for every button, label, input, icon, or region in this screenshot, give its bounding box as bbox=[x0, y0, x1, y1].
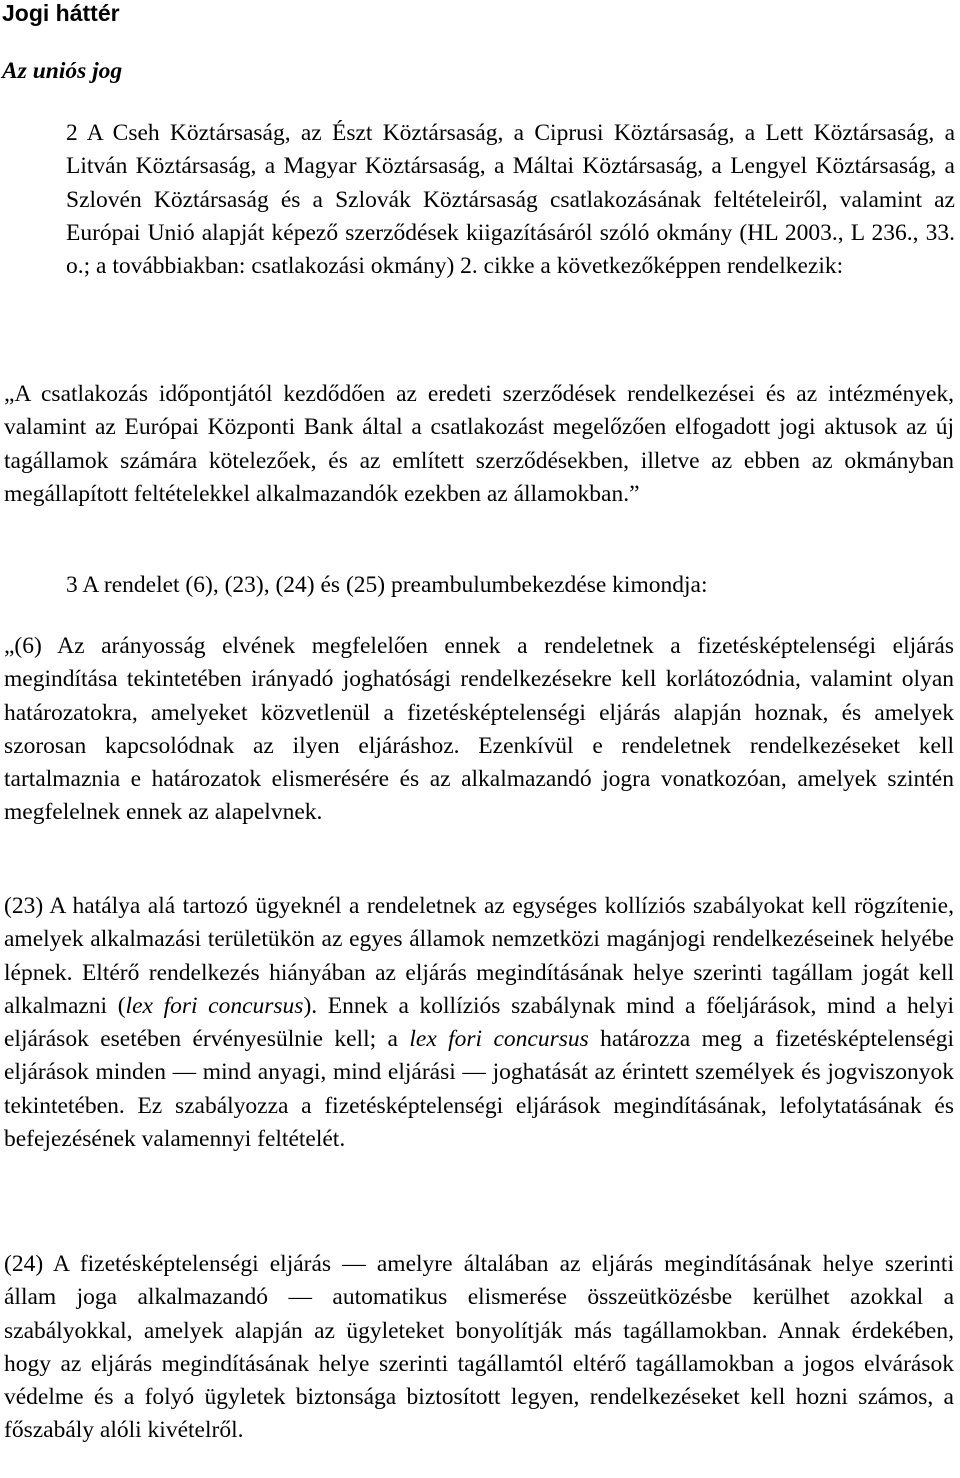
recital-23 bbox=[4, 890, 954, 1156]
subsection-heading: Az uniós jog bbox=[2, 58, 123, 84]
accession-act-quote: „A csatlakozás időpontjától kezdődően az eredeti szerződések rendelkezései és az intézmények, valamint az Európai Központi Bank által a csatlakozást megelőzően elfogadott jogi aktusok az új tagállamok számára kötelezőek, és az említett szerződésekben, illetve az ebben az okmányban megállapított feltételekkel alkalmazandók ezekben az államokban.” bbox=[4, 381, 954, 507]
lex-fori-concursus-term: lex fori concursus bbox=[125, 992, 304, 1019]
recital-23-text-1: (23) A hatálya alá tartozó ügyeknél a rendeletnek az egységes kollíziós szabályokat kell rögzítenie, amelyek alkalmazási területükön az egyes államok nemzetközi magánjogi rendelkezéseinek helyébe lépnek. Eltérő rendelkezés hiányában az eljárás megindításának helye szerinti tagállam jogát kell alkalmazni ( bbox=[4, 893, 954, 1019]
recital-23-text-3: határozza meg a fizetésképtelenségi eljárások minden — mind anyagi, mind eljárási — joghatását az érintett személyek és jogviszonyok tekintetében. Ez szabályozza a fizetésképtelenségi eljárások megindításának, lefolytatásának és befejezésének valamennyi feltételét. bbox=[4, 1026, 955, 1153]
recital-23-text-2: ). Ennek a kollíziós szabálynak mind a főeljárások, mind a helyi eljárások esetében érvényesülnie kell; a bbox=[4, 992, 954, 1053]
recital-6: „(6) Az arányosság elvének megfelelően ennek a rendeletnek a fizetésképtelenségi eljárás megindítása tekintetében irányadó joghatósági rendelkezésekre kell korlátozódnia, valamint olyan határozatokra, amelyeket közvetlenül a fizetésképtelenségi eljárás alapján hoznak, és amelyek szorosan kapcsolódnak az ilyen eljáráshoz. Ezenkívül e rendeletnek rendelkezéseket kell tartalmaznia e határozatok elismerésére és az alkalmazandó jogra vonatkozóan, amelyek szintén megfelelnek ennek az alapelvnek. bbox=[4, 633, 954, 826]
paragraph-3: 3 A rendelet (6), (23), (24) és (25) preambulumbekezdése kimondja: bbox=[66, 572, 708, 598]
lex-fori-concursus-term: lex fori concursus bbox=[409, 1026, 589, 1053]
paragraph-2: 2 A Cseh Köztársaság, az Észt Köztársaság, a Ciprusi Köztársaság, a Lett Köztársaság, a Litván Köztársaság, a Magyar Köztársaság, a Máltai Köztársaság, a Lengyel Köztársaság, a Szlovén Köztársaság és a Szlovák Köztársaság csatlakozásának feltételeiről, valamint az Európai Unió alapját képező szerződések kiigazításáról szóló okmány (HL 2003., L 236., 33. o.; a továbbiakban: csatlakozási okmány) 2. cikke a következőképpen rendelkezik: bbox=[66, 120, 955, 280]
recital-24: (24) A fizetésképtelenségi eljárás — amelyre általában az eljárás megindításának helye szerinti állam joga alkalmazandó — automatikus elismerése összeütközésbe kerülhet azokkal a szabályokkal, amelyek alapján az ügyleteket bonyolítják más tagállamokban. Annak érdekében, hogy az eljárás megindításának helye szerinti tagállamtól eltérő tagállamokban a jogos elvárások védelme és a folyó ügyletek biztonsága biztosított legyen, rendelkezéseket kell hozni számos, a főszabály alóli kivételről. bbox=[4, 1251, 954, 1444]
section-heading: Jogi háttér bbox=[2, 0, 120, 26]
